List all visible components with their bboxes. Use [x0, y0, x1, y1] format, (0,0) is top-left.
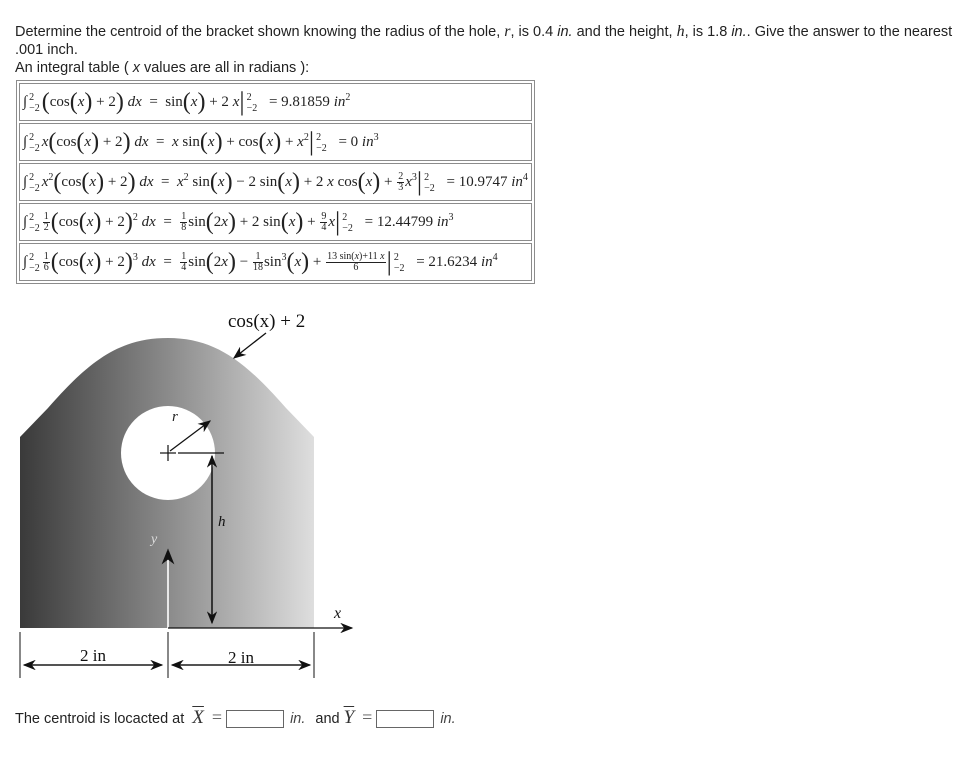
- integral-cell-5: [19, 243, 532, 281]
- x-axis-label: x: [334, 605, 342, 622]
- y-unit: in.: [440, 711, 456, 727]
- integral-3-rhs: $x^2$ sin(x) − 2 sin(x) + 2 x cos(x) + $\frac{2}{3}$ $x^3|$ 2 −2: [176, 167, 435, 196]
- integral-row-5: [19, 243, 532, 281]
- table-intro: An integral table (: [15, 60, 133, 76]
- integral-4-rhs: $\frac{1}{8}$ sin(2x) + 2 sin(x) + $\frac{9}{4}$ x| 2 −2: [181, 207, 353, 236]
- problem-text: and the height,: [572, 24, 677, 40]
- integral-5-result: = 21.6234 $in^4$: [416, 252, 498, 270]
- integral-3-result: = 10.9747 $in^4$: [446, 172, 528, 190]
- answer-prefix: The centroid is locacted at: [15, 711, 189, 727]
- integral-cell-2: [19, 123, 532, 161]
- integral-row-1: [19, 83, 532, 121]
- x-unit: in.: [290, 711, 306, 727]
- integral-4-result: = 12.44799 $in^3$: [364, 212, 454, 230]
- unit-text: in.: [557, 24, 573, 40]
- curve-pointer: [234, 333, 266, 358]
- y-bar-input[interactable]: [376, 710, 434, 728]
- integral-row-4: [19, 203, 532, 241]
- right-dimension-label: 2 in: [228, 648, 254, 667]
- r-symbol: r: [504, 23, 511, 40]
- height-label: h: [218, 514, 226, 530]
- problem-text: , is 0.4: [510, 24, 558, 40]
- integral-cell-4: [19, 203, 532, 241]
- equals-sign: =: [362, 707, 373, 727]
- integral-table: [16, 80, 535, 284]
- integral-row-3: [19, 163, 532, 201]
- integral-3-lhs: ∫ 2 −2 $x^2(\cos(x) + 2)$ dx =: [23, 169, 174, 195]
- problem-text: , is 1.8: [684, 24, 732, 40]
- h-symbol: h: [676, 23, 685, 40]
- x-bar-symbol: $\overline{X}$: [192, 707, 204, 728]
- x-bar-input[interactable]: [226, 710, 284, 728]
- problem-text: Determine the centroid of the bracket shown knowing the radius of the hole,: [15, 24, 505, 40]
- equals-sign: =: [211, 707, 223, 727]
- integral-1-result: = 9.81859 $in^2$: [268, 92, 351, 110]
- integral-5-rhs: $\frac{1}{4}$ sin(2x) − $\frac{1}{18}$ $\sin^3(x)$ + $\frac{13 \sin(x)+11 x}{6}$ | 2 −2: [181, 247, 405, 276]
- left-dimension-label: 2 in: [80, 646, 106, 665]
- integral-2-result: = 0 $in^3$: [338, 132, 379, 150]
- integral-5-lhs: ∫ 2 −2 $\frac{1}{6}$ $(\cos(x) + 2)^3$ dx =: [23, 249, 176, 275]
- integral-1-rhs: sin(x) + 2 x| 2 −2: [165, 87, 258, 116]
- radius-label: r: [172, 409, 178, 425]
- integral-row-2: [19, 123, 532, 161]
- integral-2-lhs: ∫ 2 −2 x(cos(x) + 2) dx =: [23, 129, 169, 155]
- answer-row: [15, 707, 466, 729]
- problem-text: . Give the answer to the nearest .001 inch.: [15, 24, 953, 58]
- y-bar-symbol: $\overline{Y}$: [343, 707, 355, 728]
- integral-cell-1: [19, 83, 532, 121]
- x-symbol: x: [132, 60, 140, 76]
- y-axis-label: y: [151, 532, 158, 547]
- integral-4-lhs: ∫ 2 −2 $\frac{1}{2}$ $(\cos(x) + 2)^2$ dx =: [23, 209, 176, 235]
- and-text: and: [315, 711, 340, 727]
- integral-cell-3: [19, 163, 532, 201]
- unit-text: in.: [731, 24, 747, 40]
- integral-2-rhs: x $\sin(x) + \cos(x) + x^2|$ 2 −2: [171, 127, 327, 156]
- bracket-figure: [0, 300, 400, 695]
- problem-statement: [15, 23, 955, 77]
- table-intro: values are all in radians ):: [139, 60, 310, 76]
- integral-1-lhs: ∫ 2 −2(cos(x) + 2) dx =: [23, 89, 162, 115]
- curve-label: cos(x) + 2: [228, 311, 306, 332]
